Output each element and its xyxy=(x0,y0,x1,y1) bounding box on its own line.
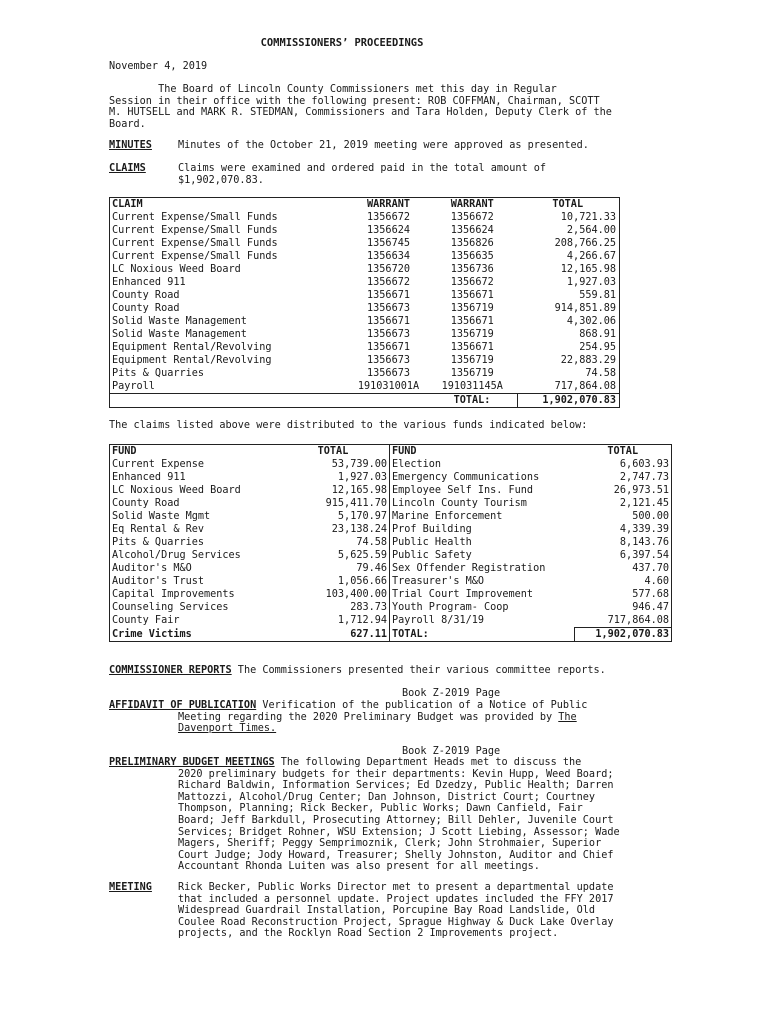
table-row xyxy=(110,614,672,628)
distribution-text: The claims listed above were distributed to the various funds indicated below: xyxy=(109,420,588,431)
warrant-to: 1356635 xyxy=(450,251,494,262)
fund-name: Enhanced 911 xyxy=(112,472,186,483)
warrant-to: 1356719 xyxy=(450,355,494,366)
warrant-from: 1356673 xyxy=(367,368,410,379)
claim-total: 559.81 xyxy=(579,290,616,301)
warrant-to: 1356672 xyxy=(450,277,494,288)
table-row xyxy=(110,289,620,302)
commissioner-reports-text: The Commissioners presented their various committee reports. xyxy=(231,665,606,676)
table-row xyxy=(110,276,620,289)
table-row xyxy=(110,458,672,471)
claim-total: 208,766.25 xyxy=(554,238,616,249)
newspaper-name-part-2: Davenport Times. xyxy=(178,723,277,735)
claim-name: Pits & Quarries xyxy=(112,368,205,379)
table-row xyxy=(110,510,672,523)
fund-total: 2,747.73 xyxy=(619,472,669,483)
warrant-from: 191031001A xyxy=(357,381,420,392)
warrant-from: 1356671 xyxy=(367,290,410,301)
fund-name: Alcohol/Drug Services xyxy=(112,550,241,561)
table-row xyxy=(110,328,620,341)
table-row xyxy=(110,471,672,484)
fund-name: Employee Self Ins. Fund xyxy=(392,485,534,496)
claim-total: 914,851.89 xyxy=(554,303,616,314)
warrant-to: 1356671 xyxy=(450,316,494,327)
claim-total: 254.95 xyxy=(579,342,616,353)
claims-text: Claims were examined and ordered paid in the total amount of $1,902,070.83. xyxy=(178,163,547,186)
table-row xyxy=(110,263,620,276)
warrant-to: 1356719 xyxy=(450,303,494,314)
claims-total-value: 1,902,070.83 xyxy=(518,394,620,408)
table-row xyxy=(110,302,620,315)
fund-name: Sex Offender Registration xyxy=(392,563,546,574)
table-row xyxy=(110,315,620,328)
fund-total: 915,411.70 xyxy=(277,497,390,510)
fund-name: LC Noxious Weed Board xyxy=(112,485,241,496)
warrant-from: 1356673 xyxy=(367,355,410,366)
table-row xyxy=(110,224,620,237)
fund-total: 577.68 xyxy=(632,589,669,600)
claim-name: County Road xyxy=(112,303,180,314)
fund-total: 717,864.08 xyxy=(607,615,669,626)
claim-name: Solid Waste Management xyxy=(112,329,247,340)
affidavit-section xyxy=(109,700,689,735)
claims-total-label: TOTAL: xyxy=(427,394,518,408)
budget-meetings-section xyxy=(109,757,689,873)
warrant-from: 1356673 xyxy=(367,329,410,340)
table-row xyxy=(110,211,620,224)
table-row xyxy=(110,237,620,250)
warrant-to: 1356719 xyxy=(450,329,494,340)
fund-total: 1,056.66 xyxy=(277,575,390,588)
claims-heading: CLAIMS xyxy=(109,163,146,174)
claims-col-warrant-to: WARRANT xyxy=(450,199,494,210)
table-row xyxy=(110,601,672,614)
page-title: COMMISSIONERS’ PROCEEDINGS xyxy=(260,37,424,49)
claim-total: 2,564.00 xyxy=(566,225,616,236)
claim-name: Enhanced 911 xyxy=(112,277,186,288)
table-row xyxy=(110,367,620,380)
claim-name: Solid Waste Management xyxy=(112,316,247,327)
claim-name: Current Expense/Small Funds xyxy=(112,225,278,236)
warrant-to: 1356671 xyxy=(450,342,494,353)
funds-total-label: TOTAL: xyxy=(392,628,429,640)
claims-total-row xyxy=(110,394,620,408)
meeting-text: Rick Becker, Public Works Director met to present a departmental update that included a personnel update. Project updates included the FFY 2017 Widespread Guardrail Installation, Porcupine Bay Road Landslide, Old Coulee Road Reconstruction Project, Sprague Highway & Duck Lake Overlay projects, and the Rocklyn Road Section 2 Improvements project. xyxy=(178,882,614,940)
funds-total-value: 1,902,070.83 xyxy=(575,628,672,642)
warrant-to: 1356736 xyxy=(450,264,494,275)
fund-name: County Road xyxy=(112,498,180,509)
fund-name: County Fair xyxy=(112,615,180,627)
fund-name: Trial Court Improvement xyxy=(392,589,534,600)
fund-total: 627.11 xyxy=(277,628,390,642)
fund-total: 103,400.00 xyxy=(277,588,390,601)
budget-meetings-heading: PRELIMINARY BUDGET MEETINGS xyxy=(109,757,275,768)
claim-total: 4,302.06 xyxy=(566,316,616,327)
table-row xyxy=(110,380,620,394)
empty-cell xyxy=(350,394,427,408)
fund-total: 4,339.39 xyxy=(619,524,669,535)
warrant-from: 1356634 xyxy=(367,251,410,262)
claims-header-row xyxy=(110,198,620,212)
claim-name: Current Expense/Small Funds xyxy=(112,251,278,262)
table-row xyxy=(110,549,672,562)
intro-paragraph: The Board of Lincoln County Commissioners met this day in Regular Session in their office with the following present: ROB COFFMAN, Chairman, SCOTT M. HUTSELL and MARK R. STEDMAN, Commissioners and Tara Holden, Deputy Clerk of the Board. xyxy=(109,84,612,130)
newspaper-name-part-1: The xyxy=(558,711,577,723)
fund-name: Public Safety xyxy=(392,550,472,561)
claim-name: Equipment Rental/Revolving xyxy=(112,355,272,366)
table-row xyxy=(110,562,672,575)
claim-name: Current Expense/Small Funds xyxy=(112,212,278,223)
budget-meetings-text-line-1: The following Department Heads met to discuss the xyxy=(274,757,582,768)
funds-col-total-left: TOTAL xyxy=(277,445,390,459)
warrant-from: 1356672 xyxy=(367,212,410,223)
funds-col-fund-left: FUND xyxy=(112,446,137,457)
table-row xyxy=(110,536,672,549)
fund-name: Emergency Communications xyxy=(392,472,540,483)
claim-total: 1,927.03 xyxy=(566,277,616,288)
affidavit-heading: AFFIDAVIT OF PUBLICATION xyxy=(109,700,257,711)
fund-total: 946.47 xyxy=(632,602,669,613)
claim-name: Equipment Rental/Revolving xyxy=(112,342,272,353)
warrant-from: 1356624 xyxy=(367,225,410,236)
fund-name: Crime Victims xyxy=(112,628,192,640)
claims-table xyxy=(109,197,620,408)
funds-col-fund-right: FUND xyxy=(392,446,417,457)
fund-total: 1,927.03 xyxy=(277,471,390,484)
funds-col-total-right: TOTAL xyxy=(607,446,639,457)
claims-col-claim: CLAIM xyxy=(112,199,143,210)
commissioner-reports-heading: COMMISSIONER REPORTS xyxy=(109,665,232,676)
fund-name: Current Expense xyxy=(112,459,205,470)
table-row xyxy=(110,588,672,601)
claim-total: 12,165.98 xyxy=(560,264,616,275)
meeting-date: November 4, 2019 xyxy=(109,61,208,72)
claim-total: 4,266.67 xyxy=(566,251,616,262)
affidavit-text-line-2: Meeting regarding the 2020 Preliminary Budget was provided by xyxy=(178,711,559,723)
claim-name: Payroll xyxy=(112,381,155,392)
fund-total: 74.58 xyxy=(277,536,390,549)
fund-name: Counseling Services xyxy=(112,602,229,613)
fund-name: Treasurer's M&O xyxy=(392,576,485,587)
fund-name: Lincoln County Tourism xyxy=(392,498,527,509)
meeting-heading: MEETING xyxy=(109,882,152,893)
table-row xyxy=(110,341,620,354)
warrant-from: 1356671 xyxy=(367,342,410,353)
minutes-heading: MINUTES xyxy=(109,140,152,151)
affidavit-text-line-1: Verification of the publication of a Notice of Public xyxy=(256,700,588,711)
fund-name: Capital Improvements xyxy=(112,589,235,600)
fund-total: 6,397.54 xyxy=(619,550,669,561)
fund-total: 2,121.45 xyxy=(619,498,669,509)
funds-table xyxy=(109,444,672,642)
fund-name: Marine Enforcement xyxy=(392,511,503,522)
empty-cell xyxy=(110,394,351,408)
fund-total: 6,603.93 xyxy=(619,459,669,470)
table-row xyxy=(110,484,672,497)
warrant-to: 191031145A xyxy=(441,381,503,392)
fund-name: Eq Rental & Rev xyxy=(112,524,205,535)
fund-total: 53,739.00 xyxy=(277,458,390,471)
funds-header-row xyxy=(110,445,672,459)
fund-total: 5,625.59 xyxy=(277,549,390,562)
fund-total: 23,138.24 xyxy=(277,523,390,536)
table-row xyxy=(110,354,620,367)
fund-name: Pits & Quarries xyxy=(112,537,205,548)
book-reference-1: Book Z-2019 Page xyxy=(402,688,501,699)
fund-name: Auditor's Trust xyxy=(112,576,205,587)
claims-col-warrant-from: WARRANT xyxy=(367,199,410,210)
budget-meetings-text: 2020 preliminary budgets for their departments: Kevin Hupp, Weed Board; Richard Baldwin, Information Services; Ed Dzedzy, Public Health; Darren Mattozzi, Alcohol/Drug Center; Dan Johnson, District Court; Courtney Thompson, Planning; Rick Becker, Public Works; Dawn Canfield, Fair Board; Jeff Barkdull, Prosecuting Attorney; Bill Dehler, Juvenile Court Services; Bridget Rohner, WSU Extension; J Scott Liebing, Assessor; Wade Magers, Sheriff; Peggy Semprimoznik, Clerk; John Strohmaier, Superior Court Judge; Jody Howard, Treasurer; Shelly Johnston, Auditor and Chief Accountant Rhonda Luiten was also present for all meetings. xyxy=(178,768,620,873)
claim-name: LC Noxious Weed Board xyxy=(112,264,241,275)
fund-total: 500.00 xyxy=(632,511,669,522)
fund-name: Election xyxy=(392,459,442,470)
table-row xyxy=(110,628,672,642)
commissioner-reports-section xyxy=(109,665,689,677)
fund-total: 12,165.98 xyxy=(277,484,390,497)
minutes-text: Minutes of the October 21, 2019 meeting were approved as presented. xyxy=(178,140,589,151)
fund-total: 8,143.76 xyxy=(619,537,669,548)
warrant-to: 1356672 xyxy=(450,212,494,223)
warrant-from: 1356745 xyxy=(367,238,410,249)
table-row xyxy=(110,575,672,588)
warrant-from: 1356672 xyxy=(367,277,410,288)
fund-name: Youth Program- Coop xyxy=(392,602,509,613)
claim-total: 74.58 xyxy=(585,368,616,379)
fund-total: 79.46 xyxy=(277,562,390,575)
fund-name: Solid Waste Mgmt xyxy=(112,511,211,522)
fund-total: 5,170.97 xyxy=(277,510,390,523)
claim-name: Current Expense/Small Funds xyxy=(112,238,278,249)
fund-total: 4.60 xyxy=(644,576,669,587)
fund-total: 26,973.51 xyxy=(613,485,669,496)
claim-total: 868.91 xyxy=(579,329,616,340)
fund-name: Auditor's M&O xyxy=(112,563,192,574)
fund-name: Prof Building xyxy=(392,524,472,535)
table-row xyxy=(110,497,672,510)
claims-col-total: TOTAL xyxy=(552,199,584,210)
claim-total: 22,883.29 xyxy=(560,355,616,366)
table-row xyxy=(110,523,672,536)
table-row xyxy=(110,250,620,263)
claim-total: 10,721.33 xyxy=(560,212,616,223)
warrant-from: 1356720 xyxy=(367,264,410,275)
warrant-to: 1356624 xyxy=(450,225,494,236)
warrant-to: 1356671 xyxy=(450,290,494,301)
warrant-from: 1356673 xyxy=(367,303,410,314)
warrant-to: 1356719 xyxy=(450,368,494,379)
fund-total: 437.70 xyxy=(632,563,669,574)
fund-name: Payroll 8/31/19 xyxy=(392,615,485,627)
fund-total: 283.73 xyxy=(277,601,390,614)
claim-total: 717,864.08 xyxy=(554,381,616,392)
claim-name: County Road xyxy=(112,290,180,301)
fund-name: Public Health xyxy=(392,537,472,548)
book-reference-2: Book Z-2019 Page xyxy=(402,746,501,757)
warrant-from: 1356671 xyxy=(367,316,410,327)
fund-total: 1,712.94 xyxy=(277,614,390,628)
warrant-to: 1356826 xyxy=(450,238,494,249)
